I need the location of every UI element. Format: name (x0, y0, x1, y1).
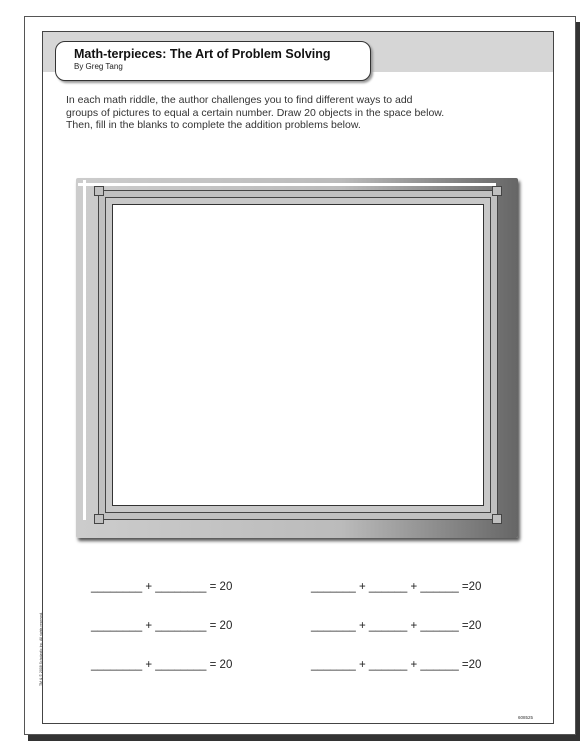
addition-problem[interactable]: ________ + ________ = 20 (91, 581, 233, 593)
drawing-area[interactable] (112, 204, 484, 506)
frame-corner (492, 514, 502, 524)
picture-frame (76, 178, 518, 538)
worksheet-title: Math-terpieces: The Art of Problem Solving (74, 47, 331, 61)
copyright-note (31, 577, 41, 737)
author-byline: By Greg Tang (74, 62, 123, 71)
addition-problem[interactable]: _______ + ______ + ______ =20 (311, 581, 482, 593)
frame-corner (492, 186, 502, 196)
frame-corner (94, 186, 104, 196)
addition-problem[interactable]: ________ + ________ = 20 (91, 659, 233, 671)
worksheet-content (42, 31, 554, 724)
instruction-line: groups of pictures to equal a certain number. Draw 20 objects in the space below. (66, 106, 445, 119)
frame-highlight (78, 183, 496, 186)
frame-highlight (83, 180, 86, 520)
frame-inner-border (105, 197, 491, 513)
addition-problem[interactable]: ________ + ________ = 20 (91, 620, 233, 632)
instruction-line: In each math riddle, the author challenges you to find different ways to add (66, 94, 413, 106)
worksheet-page (24, 16, 576, 735)
frame-border (98, 190, 498, 520)
frame-corner (94, 514, 104, 524)
instruction-line: Then, fill in the blanks to complete the addition problems below. (66, 119, 361, 131)
instructions (66, 94, 536, 132)
addition-problem[interactable]: _______ + ______ + ______ =20 (311, 659, 482, 671)
title-tab (55, 41, 371, 81)
product-code: 608525 (517, 715, 533, 720)
copyright-text: TM & © 2008 Scholastic Inc. All rights reserved. (39, 612, 43, 686)
addition-problem[interactable]: _______ + ______ + ______ =20 (311, 620, 482, 632)
